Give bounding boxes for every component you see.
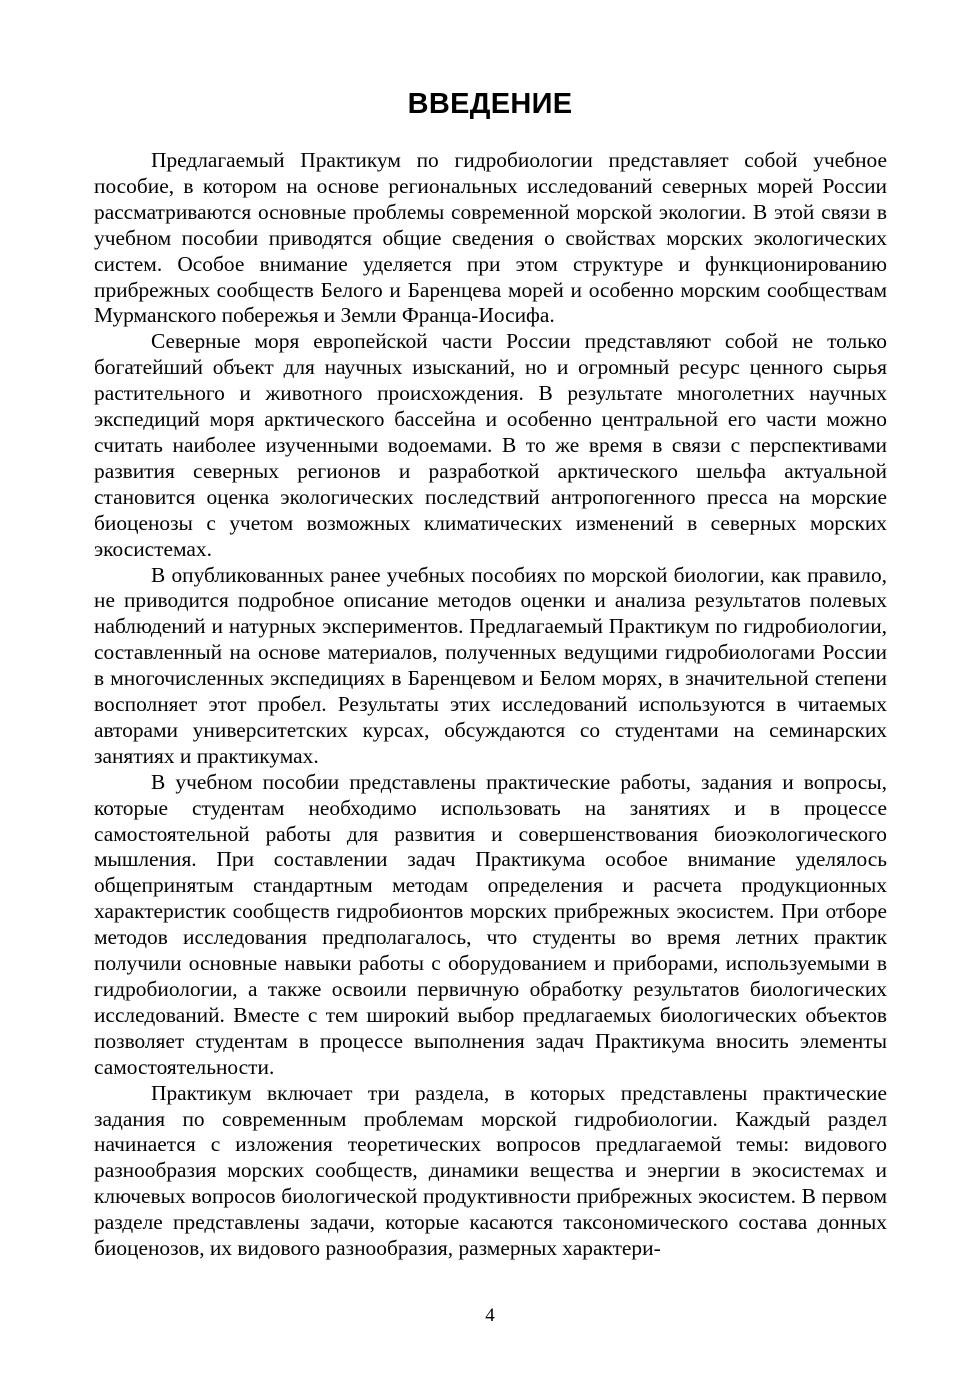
page-number: 4	[485, 1305, 495, 1326]
paragraph-3: В опубликованных ранее учебных пособиях по морской биологии, как правило, не приводится подробное описание методов оценки и анализа результатов полевых наблюдений и натурных экспериментов. Предлагаемый Практикум по гидробиологии, составленный на основе материалов, полученных ведущими гидробиологами России в многочисленных экспедициях в Баренцевом и Белом морях, в значительной степени восполняет этот пробел. Результаты этих исследований используются в читаемых авторами университетских курсах, обсуждаются со студентами на семинарских занятиях и практикумах.	[94, 562, 887, 768]
body-text	[94, 148, 887, 1262]
paragraph-5: Практикум включает три раздела, в которых представлены практические задания по современным проблемам морской гидробиологии. Каждый раздел начинается с изложения теоретических вопросов предлагаемой темы: видового разнообразия морских сообществ, динамики вещества и энергии в экосистемах и ключевых вопросов биологической продуктивности прибрежных экосистем. В первом разделе представлены задачи, которые касаются таксономического состава донных биоценозов, их видового разнообразия, размерных характери-	[94, 1080, 887, 1261]
paragraph-1: Предлагаемый Практикум по гидробиологии представляет собой учебное пособие, в котором на основе региональных исследований северных морей России рассматриваются основные проблемы современной морской экологии. В этой связи в учебном пособии приводятся общие сведения о свойствах морских экологических систем. Особое внимание уделяется при этом структуре и функционированию прибрежных сообществ Белого и Баренцева морей и особенно морским сообществам Мурманского побережья и Земли Франца-Иосифа.	[94, 148, 887, 328]
paragraph-2: Северные моря европейской части России представляют собой не только богатейший объект для научных изысканий, но и огромный ресурс ценного сырья растительного и животного происхождения. В результате многолетних научных экспедиций моря арктического бассейна и особенно центральной его части можно считать наиболее изученными водоемами. В то же время в связи с перспективами развития северных регионов и разработкой арктического шельфа актуальной становится оценка экологических последствий антропогенного пресса на морские биоценозы с учетом возможных климатических изменений в северных морских экосистемах.	[94, 329, 887, 561]
page-title: ВВЕДЕНИЕ	[407, 88, 573, 120]
paragraph-4: В учебном пособии представлены практические работы, задания и вопросы, которые студентам необходимо использовать на занятиях и в процессе самостоятельной работы для развития и совершенствования биоэкологического мышления. При составлении задач Практикума особое внимание уделялось общепринятым стандартным методам определения и расчета продукционных характеристик сообществ гидробионтов морских прибрежных экосистем. При отборе методов исследования предполагалось, что студенты во время летних практик получили основные навыки работы с оборудованием и приборами, используемыми в гидробиологии, а также освоили первичную обработку результатов биологических исследований. Вместе с тем широкий выбор предлагаемых биологических объектов позволяет студентам в процессе выполнения задач Практикума вносить элементы самостоятельности.	[94, 769, 887, 1079]
